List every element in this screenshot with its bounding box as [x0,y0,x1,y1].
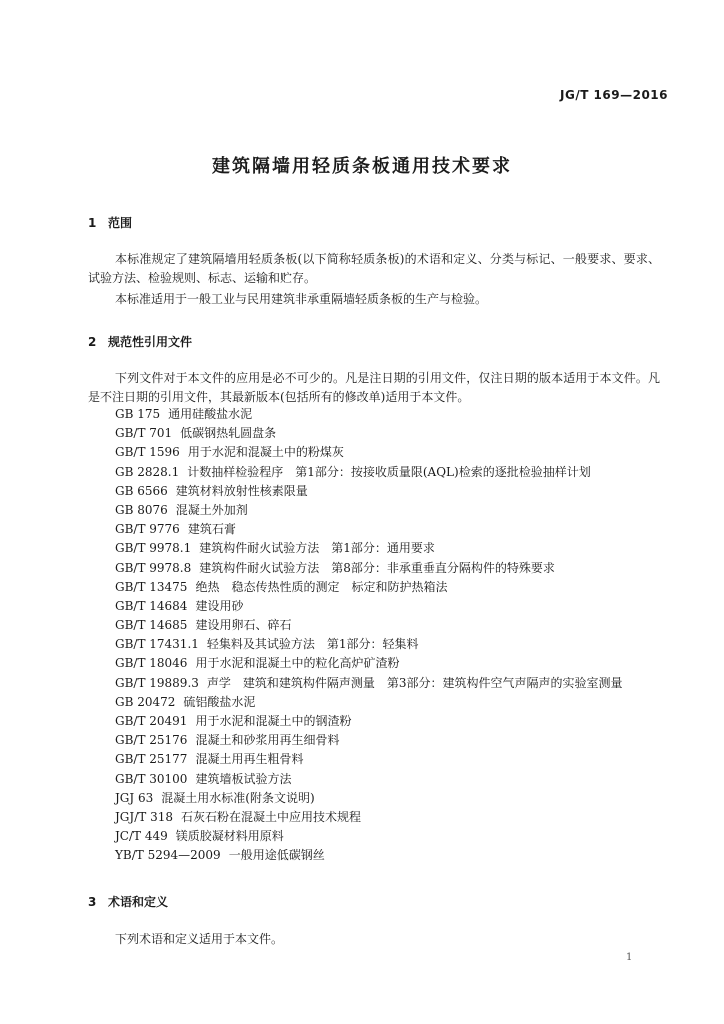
reference-item [115,712,623,731]
reference-code: JGJ 63 [115,790,154,805]
reference-code: GB 175 [115,407,161,421]
reference-item [115,597,623,616]
reference-title: 混凝土用再生粗骨料 [195,752,304,767]
reference-list [115,405,623,866]
reference-title: 硫铝酸盐水泥 [183,694,256,709]
reference-code: GB/T 18046 [115,656,188,671]
reference-code: YB/T 5294—2009 [115,848,221,863]
reference-title: 计数抽样检验程序 第1部分：按接收质量限(AQL)检索的逐批检验抽样计划 [187,464,591,479]
reference-item [115,501,623,520]
section-number: 3 [88,895,97,909]
reference-title: 建筑构件耐火试验方法 第1部分：通用要求 [199,541,435,556]
reference-code: JGJ/T 318 [115,809,173,824]
section-title: 术语和定义 [108,895,169,909]
section-number: 2 [88,335,97,349]
reference-item [115,463,623,482]
reference-code: GB/T 9776 [115,522,180,537]
reference-title: 建筑构件耐火试验方法 第8部分：非承重垂直分隔构件的特殊要求 [199,560,555,575]
reference-code: GB/T 1596 [115,445,180,460]
reference-item [115,770,623,789]
reference-title: 轻集料及其试验方法 第1部分：轻集料 [206,637,419,652]
reference-title: 建设用砂 [195,598,244,613]
reference-title: 绝热 稳态传热性质的测定 标定和防护热箱法 [195,579,448,594]
reference-code: GB/T 13475 [115,579,188,594]
scope-paragraph-1: 本标准规定了建筑隔墙用轻质条板(以下简称轻质条板)的术语和定义、分类与标记、一般要求、要求、试验方法、检验规则、标志、运输和贮存。 [88,252,660,285]
reference-code: GB/T 701 [115,426,173,441]
reference-item [115,693,623,712]
reference-title: 建设用卵石、碎石 [195,618,292,633]
reference-code: GB 6566 [115,483,168,498]
reference-title: 用于水泥和混凝土中的钢渣粉 [195,714,352,728]
reference-title: 混凝土外加剂 [175,502,248,517]
scope-paragraph-2: 本标准适用于一般工业与民用建筑非承重隔墙轻质条板的生产与检验。 [115,292,488,306]
reference-code: GB 2828.1 [115,464,180,479]
reference-item [115,808,623,827]
reference-code: GB/T 9978.1 [115,541,192,556]
page-number: 1 [626,952,633,963]
reference-code: GB/T 19889.3 [115,675,199,690]
reference-title: 混凝土用水标准(附条文说明) [161,790,315,805]
reference-title: 低碳钢热轧圆盘条 [180,426,277,441]
reference-code: GB/T 14684 [115,598,188,613]
reference-code: GB/T 9978.8 [115,560,192,575]
reference-item [115,443,623,462]
reference-item [115,731,623,750]
section-heading-normative-references [88,333,192,350]
reference-item [115,578,623,597]
reference-title: 用于水泥和混凝土中的粒化高炉矿渣粉 [195,656,400,671]
reference-item [115,654,623,673]
reference-code: GB/T 14685 [115,618,188,633]
section-number: 1 [88,216,97,230]
reference-code: JC/T 449 [115,829,168,844]
reference-item [115,846,623,865]
standard-number: JG/T 169—2016 [560,88,669,102]
reference-title: 混凝土和砂浆用再生细骨料 [195,733,340,748]
section-heading-scope [88,214,132,231]
terms-paragraph: 下列术语和定义适用于本文件。 [115,932,284,946]
reference-title: 用于水泥和混凝土中的粉煤灰 [187,445,344,460]
reference-code: GB 20472 [115,694,176,709]
reference-item [115,424,623,443]
reference-title: 镁质胶凝材料用原料 [175,829,284,844]
reference-item [115,674,623,693]
section-title: 规范性引用文件 [108,335,193,349]
reference-item [115,827,623,846]
reference-title: 声学 建筑和建筑构件隔声测量 第3部分：建筑构件空气声隔声的实验室测量 [206,675,623,690]
reference-code: GB/T 17431.1 [115,637,199,652]
reference-code: GB 8076 [115,502,168,517]
reference-title: 石灰石粉在混凝土中应用技术规程 [180,809,361,824]
references-intro-paragraph: 下列文件对于本文件的应用是必不可少的。凡是注日期的引用文件，仅注日期的版本适用于本文件。凡是不注日期的引用文件，其最新版本(包括所有的修改单)适用于本文件。 [88,371,660,404]
reference-code: GB/T 25177 [115,752,188,767]
reference-title: 建筑材料放射性核素限量 [175,483,308,498]
reference-item [115,520,623,539]
section-heading-terms [88,893,168,910]
reference-title: 通用硅酸盐水泥 [168,407,253,421]
reference-code: GB/T 20491 [115,714,188,728]
section-title: 范围 [108,216,133,230]
reference-item [115,539,623,558]
reference-item [115,635,623,654]
reference-title: 建筑墙板试验方法 [195,771,292,786]
reference-item [115,405,623,424]
reference-code: GB/T 30100 [115,771,188,786]
reference-code: GB/T 25176 [115,733,188,748]
reference-title: 一般用途低碳钢丝 [228,848,325,863]
reference-item [115,559,623,578]
reference-item [115,750,623,769]
reference-item [115,482,623,501]
reference-title: 建筑石膏 [187,522,236,537]
document-title: 建筑隔墙用轻质条板通用技术要求 [212,156,512,177]
reference-item [115,789,623,808]
reference-item [115,616,623,635]
